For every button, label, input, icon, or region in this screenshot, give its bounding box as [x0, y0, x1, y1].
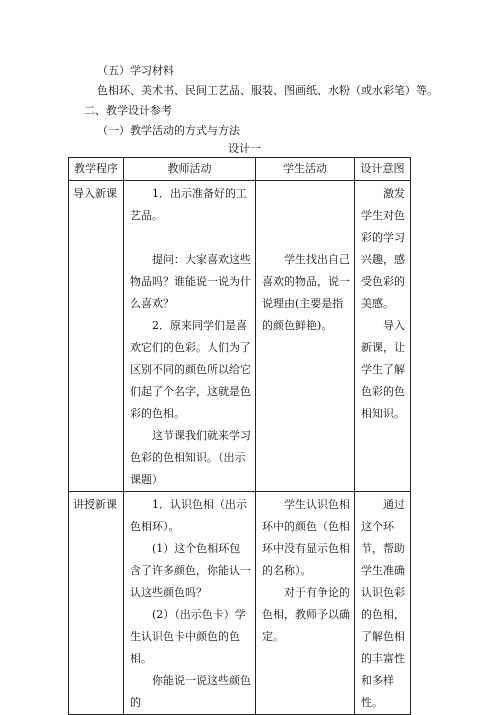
- header-student: 学生活动: [256, 158, 355, 181]
- student-activity-cell: [256, 181, 355, 492]
- teacher-text: (1）这个色相环包含了许多颜色，你能认一认这些颜色吗？: [130, 542, 251, 599]
- intent-text: 激发学生对色彩的学习兴趣，感受色彩的美感。: [361, 187, 405, 310]
- teacher-text: (2）（出示色卡）学生认识色卡中颜色的色相。: [130, 608, 246, 665]
- subsection-heading-methods: （一）教学活动的方式与方法: [97, 124, 240, 137]
- intent-text: 通过这个环节，帮助学生准确认识色彩的色相，了解色相的丰富性和多样性。: [361, 498, 405, 709]
- teacher-activity-cell: [124, 181, 256, 492]
- teacher-text: 1．出示准备好的工艺品。: [130, 187, 247, 222]
- design-intent-cell: [355, 181, 411, 492]
- section-heading-materials: （五）学习材料: [97, 64, 174, 77]
- row-step: 讲授新课: [69, 492, 124, 715]
- table-row: [69, 181, 411, 492]
- teacher-text: 2．原来同学们是喜欢它们的色彩。人们为了区别不同的颜色所以给它们起了个名字，这就是色彩的色相。: [130, 319, 251, 420]
- design-intent-cell: [355, 492, 411, 715]
- teacher-activity-cell: [124, 492, 256, 715]
- header-step: 教学程序: [69, 158, 124, 181]
- header-intent: 设计意图: [355, 158, 411, 181]
- teacher-text: 这节课我们就来学习色彩的色相知识。（出示课题）: [130, 429, 251, 486]
- teacher-text: 1．认识色相（出示色相环）。: [130, 498, 247, 533]
- student-text: 学生找出自己喜欢的物品，说一说理由(主要是指的颜色鲜艳)。: [262, 253, 350, 332]
- table-title: 设计一: [228, 142, 261, 155]
- section-heading-design: 二、教学设计参考: [84, 104, 172, 117]
- student-text: 对于有争论的色相，教师予以确定。: [262, 586, 350, 643]
- teacher-text: 你能说一说这些颜色的: [130, 674, 251, 709]
- header-teacher: 教师活动: [124, 158, 256, 181]
- lesson-design-table: [68, 157, 411, 715]
- table-row: [69, 492, 411, 715]
- table-header-row: [69, 158, 411, 181]
- teacher-text: 提问：大家喜欢这些物品吗？谁能说一说为什么喜欢？: [130, 253, 251, 310]
- row-step: 导入新课: [69, 181, 124, 492]
- student-activity-cell: [256, 492, 355, 715]
- intent-text: 导入新课，让学生了解色彩的色相知识。: [361, 319, 405, 420]
- student-text: 学生认识色相环中的颜色（色相环中没有显示色相的名称）。: [262, 498, 350, 577]
- materials-list: 色相环、美术书、民间工艺品、服装、图画纸、水粉（或水彩笔）等。: [97, 84, 438, 97]
